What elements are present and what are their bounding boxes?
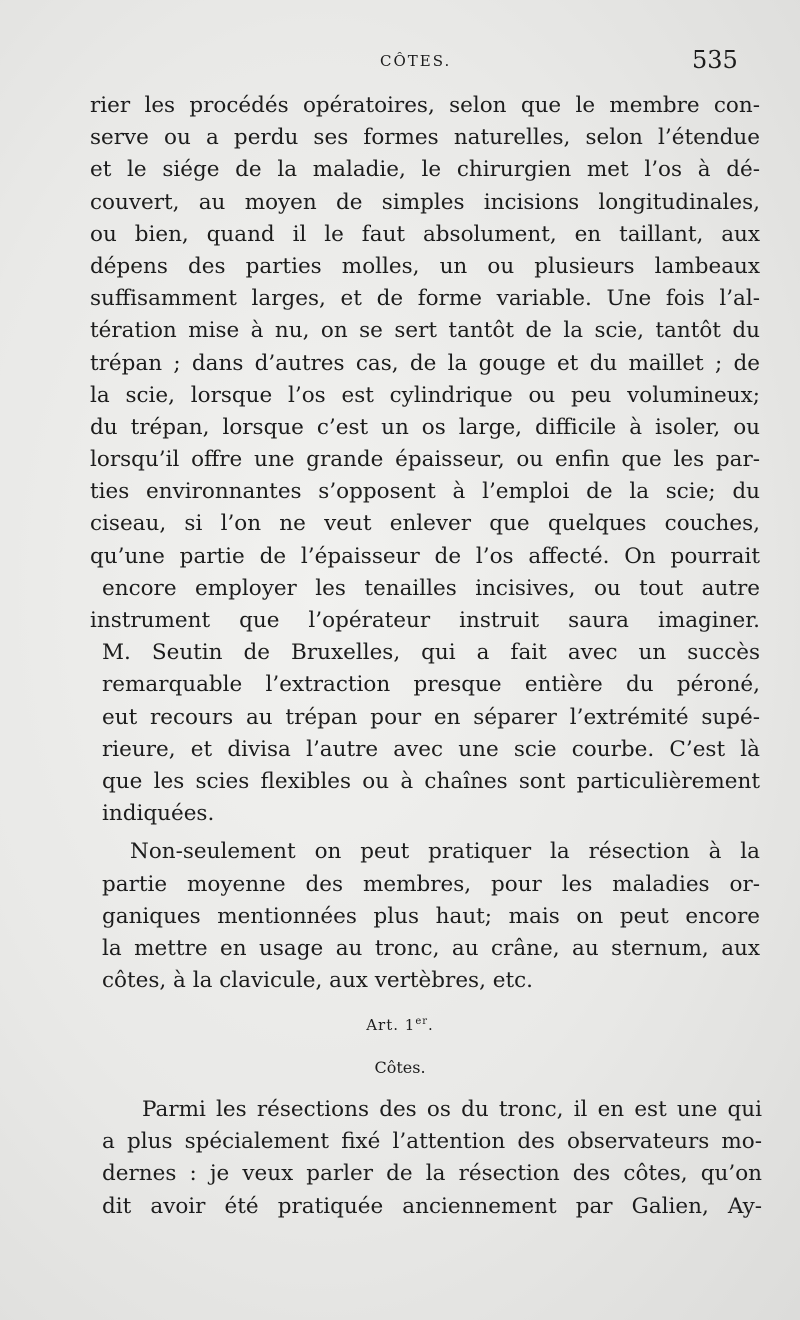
running-title: CÔTES. [380, 52, 452, 70]
text-line: lorsqu’il offre une grande épaisseur, ou enfin que les par- [90, 447, 760, 473]
text-line: que les scies flexibles ou à chaînes sont particulièrement [102, 768, 760, 794]
article-superscript: er [415, 1016, 429, 1027]
text-line: instrument que l’opérateur instruit saura imaginer. [90, 608, 760, 633]
text-line: rieure, et divisa l’autre avec une scie courbe. C’est là [102, 736, 760, 762]
text-line: ciseau, si l’on ne veut enlever que quelques couches, [90, 511, 760, 537]
text-line: la mettre en usage au tronc, au crâne, au sternum, aux [102, 935, 760, 961]
paragraph-1 [90, 90, 760, 830]
text-line: M. Seutin de Bruxelles, qui a fait avec un succès [102, 640, 760, 666]
text-line: trépan ; dans d’autres cas, de la gouge et du maillet ; de [90, 350, 760, 376]
text-line: la scie, lorsque l’os est cylindrique ou peu volumineux; [90, 382, 760, 408]
text-line: remarquable l’extraction presque entière du péroné, [102, 672, 760, 698]
text-line: dernes : je veux parler de la résection des côtes, qu’on [102, 1161, 762, 1187]
text-line: côtes, à la clavicule, aux vertèbres, etc. [102, 968, 533, 994]
text-line: tération mise à nu, on se sert tantôt de la scie, tantôt du [90, 318, 760, 344]
text-line: serve ou a perdu ses formes naturelles, selon l’étendue [90, 125, 760, 151]
text-line: couvert, au moyen de simples incisions longitudinales, [90, 189, 760, 215]
text-line: suffisamment larges, et de forme variable. Une fois l’al- [90, 286, 760, 312]
text-line: rier les procédés opératoires, selon que le membre con- [90, 93, 760, 118]
text-line: dépens des parties molles, un ou plusieurs lambeaux [90, 253, 760, 279]
text-line: encore employer les tenailles incisives, ou tout autre [102, 575, 760, 601]
text-line: Parmi les résections des os du tronc, il en est une qui [142, 1097, 762, 1122]
text-line: ou bien, quand il le faut absolument, en taillant, aux [90, 221, 760, 247]
text-line: eut recours au trépan pour en séparer l’extrémité supé- [102, 704, 760, 730]
main-text [90, 90, 760, 997]
paragraph-2 [90, 836, 760, 997]
running-head [0, 48, 800, 78]
text-line: qu’une partie de l’épaisseur de l’os affecté. On pourrait [90, 543, 760, 569]
text-line: indiquées. [102, 801, 215, 827]
page-number: 535 [692, 46, 738, 74]
text-line: dit avoir été pratiquée anciennement par Galien, Ay- [102, 1193, 762, 1219]
text-line: a plus spécialement fixé l’attention des observateurs mo- [102, 1129, 762, 1155]
text-line: Non-seulement on peut pratiquer la résection à la [130, 839, 760, 865]
article-label: Art. 1 [366, 1016, 416, 1034]
paragraph-3 [102, 1094, 762, 1223]
section-title: Côtes. [374, 1058, 426, 1077]
article-heading [0, 1016, 800, 1034]
text-line: du trépan, lorsque c’est un os large, difficile à isoler, ou [90, 414, 760, 440]
text-line: ties environnantes s’opposent à l’emploi de la scie; du [90, 479, 760, 505]
text-line: et le siége de la maladie, le chirurgien met l’os à dé- [90, 157, 760, 183]
article-suffix: . [428, 1016, 434, 1034]
text-line: ganiques mentionnées plus haut; mais on peut encore [102, 903, 760, 929]
text-line: partie moyenne des membres, pour les maladies or- [102, 871, 760, 897]
